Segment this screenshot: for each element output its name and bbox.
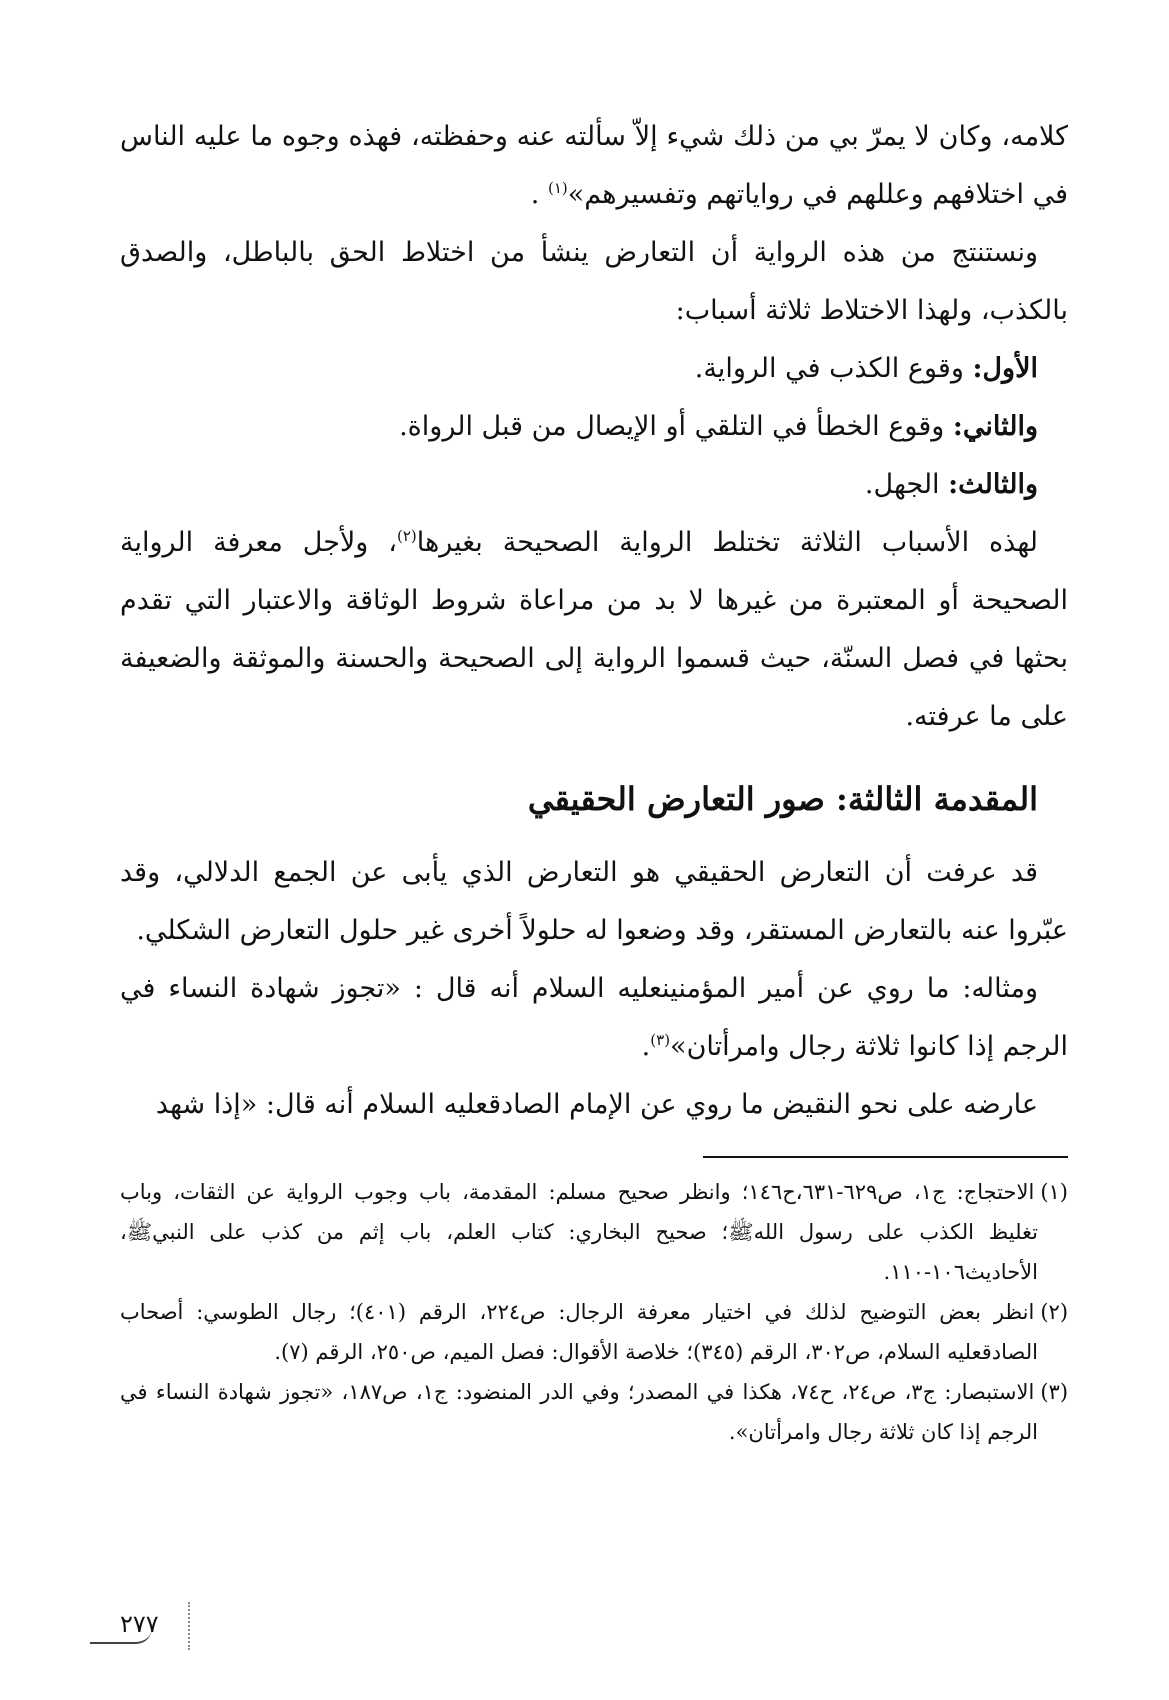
cause-item-2: [120, 398, 1038, 456]
paragraph-3-rest: ، ولأجل معرفة الرواية الصحيحة أو المعتبرة من غيرها لا بد من مراعاة شروط الوثاقة والاعتبار التي تقدم بحثها في فصل السنّة، حيث قسموا الرواية إلى الصحيحة والحسنة والموثقة والضعيفة على ما عرفته.: [120, 527, 1069, 732]
footnote-1: [120, 1172, 1068, 1292]
cause-item-3: [120, 456, 1038, 514]
paragraph-5: [120, 960, 1068, 1076]
footnote-2-number: (٢): [1040, 1300, 1069, 1324]
cause-item-1-text: وقوع الكذب في الرواية.: [694, 353, 973, 384]
footnote-1-number: (١): [1040, 1180, 1068, 1204]
cause-item-2-lead: والثاني:: [952, 411, 1038, 442]
paragraph-2: ونستنتج من هذه الرواية أن التعارض ينشأ من اختلاط الحق بالباطل، والصدق بالكذب، ولهذا الاختلاط ثلاثة أسباب:: [120, 237, 1068, 326]
page-content: [120, 108, 1068, 1452]
section-heading: المقدمة الثالثة: صور التعارض الحقيقي: [527, 780, 1038, 818]
paragraph-4: قد عرفت أن التعارض الحقيقي هو التعارض الذي يأبى عن الجمع الدلالي، وقد عبّروا عنه بالتعارض المستقر، وقد وضعوا له حلولاً أخرى غير حلول التعارض الشكلي.: [120, 857, 1068, 946]
footnote-ref-3: (٣): [650, 1031, 671, 1049]
paragraph-1: [120, 108, 1068, 224]
footnote-ref-2: (٢): [396, 527, 417, 545]
page-number-ornament: [90, 1628, 152, 1644]
main-text: [120, 108, 1068, 746]
paragraph-1-text: كلامه، وكان لا يمرّ بي من ذلك شيء إلاّ سألته عنه وحفظته، فهذه وجوه ما عليه الناس في اختلافهم وعللهم في رواياتهم وتفسيرهم»: [120, 121, 1068, 210]
paragraph-1-end: .: [530, 179, 548, 210]
cause-item-2-text: وقوع الخطأ في التلقي أو الإيصال من قبل الرواة.: [399, 411, 953, 442]
footnote-2: [120, 1292, 1068, 1372]
footnote-3-text: الاستبصار: ج٣، ص٢٤، ح٧٤، هكذا في المصدر؛ وفي الدر المنضود: ج١، ص١٨٧، «تجوز شهادة النساء في الرجم إذا كان ثلاثة رجال وامرأتان».: [120, 1380, 1038, 1444]
cause-item-3-text: الجهل.: [864, 469, 949, 500]
footnote-3-number: (٣): [1040, 1380, 1069, 1404]
footnote-ref-1: (١): [547, 179, 568, 197]
paragraph-3: [120, 514, 1068, 746]
page-number: ٢٧٧: [120, 1610, 159, 1638]
cause-item-3-lead: والثالث:: [948, 469, 1038, 500]
footnote-divider: [703, 1156, 1068, 1158]
footnote-1-text: الاحتجاج: ج١، ص٦٢٩-٦٣١،ح١٤٦؛ وانظر صحيح مسلم: المقدمة، باب وجوب الرواية عن الثقات، وباب تغليظ الكذب على رسول اللهﷺ؛ صحيح البخاري: كتاب العلم، باب إثم من كذب على النبيﷺ، الأحاديث١٠٦-١١٠.: [120, 1180, 1038, 1284]
paragraph-5-end: .: [641, 1031, 651, 1062]
paragraph-3-text: لهذه الأسباب الثلاثة تختلط الرواية الصحيحة بغيرها: [416, 527, 1039, 558]
footnotes: [120, 1172, 1068, 1452]
paragraph-5-text: ومثاله: ما روي عن أمير المؤمنينعليه السلام أنه قال : «تجوز شهادة النساء في الرجم إذا كانوا ثلاثة رجال وامرأتان»: [120, 973, 1068, 1062]
margin-dotted-line: [188, 1602, 190, 1650]
cause-item-1-lead: الأول:: [972, 353, 1038, 384]
footnote-3: [120, 1372, 1068, 1452]
cause-item-1: [120, 340, 1038, 398]
paragraph-6: عارضه على نحو النقيض ما روي عن الإمام الصادقعليه السلام أنه قال: «إذا شهد: [155, 1089, 1038, 1120]
footnote-2-text: انظر بعض التوضيح لذلك في اختيار معرفة الرجال: ص٢٢٤، الرقم (٤٠١)؛ رجال الطوسي: أصحاب الصادقعليه السلام، ص٣٠٢، الرقم (٣٤٥)؛ خلاصة الأقوال: فصل الميم، ص٢٥٠، الرقم (٧).: [120, 1300, 1038, 1364]
main-text-2: [120, 844, 1068, 1134]
